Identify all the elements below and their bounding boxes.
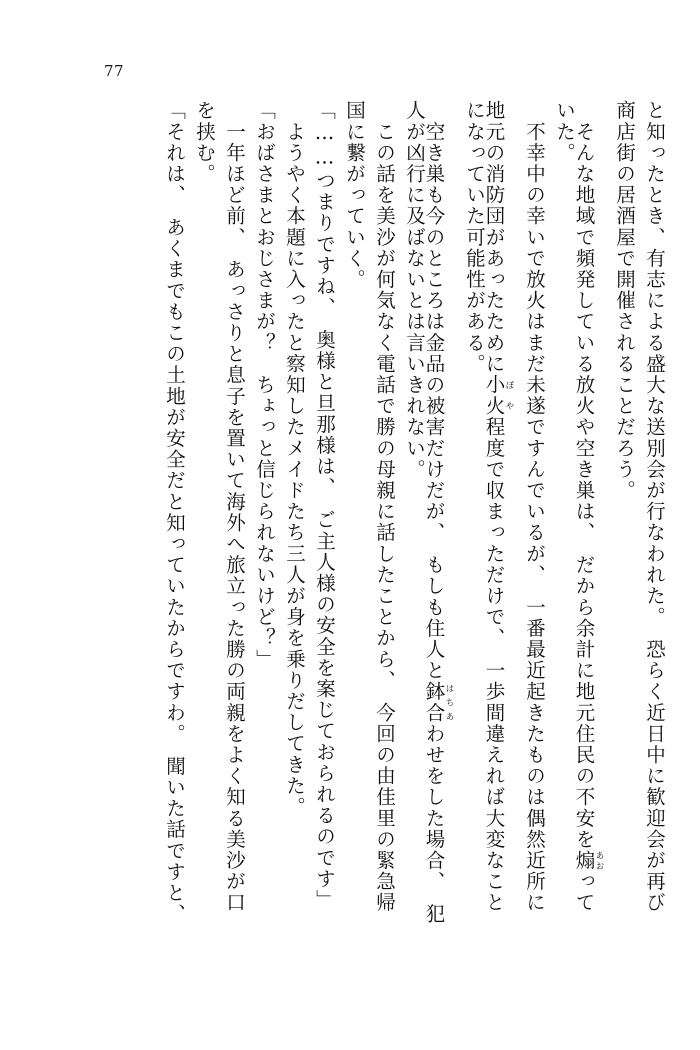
vertical-text-body — [48, 100, 664, 995]
text-line: 地元の消防団があったために小火ぼや程度で収まっただけで、 一歩間違えれば大変なこと — [482, 100, 514, 914]
text-line: 人が凶行に及ばないとは言いきれない。 — [403, 100, 426, 480]
text-line: と知ったとき、有志による盛大な送別会が行なわれた。 恐らく近日中に歓迎会が再び — [643, 100, 666, 914]
text-line: を挟む。 — [193, 100, 216, 185]
text-line: いた。 — [553, 100, 576, 164]
page-number: 77 — [104, 62, 125, 80]
text-line: 「それは、 あくまでもこの土地が安全だと知っていたからですわ。 聞いた話ですと、 — [163, 100, 186, 925]
text-line: そんな地域で頻発している放火や空き巣は、 だから余計に地元住民の不安を煽あおって — [572, 100, 604, 914]
text-line: 空き巣も今のところは金品の被害だけだが、 もしも住人と鉢合はちあわせをした場合、 犯 — [422, 100, 454, 925]
text-line: ようやく本題に入ったと察知したメイドたち三人が身を乗りだしてきた。 — [283, 100, 306, 818]
text-line: 「おばさまとおじさまが？ ちょっと信じられないけど？」 — [253, 100, 276, 670]
text-line: 国に繋がっていく。 — [343, 100, 366, 290]
text-line: この話を美沙が何気なく電話で勝の母親に話したことから、 今回の由佳里の緊急帰 — [373, 100, 396, 914]
text-line: 「……つまりですね、 奥様と旦那様は、 ご主人様の安全を案じておられるのです」 — [313, 100, 336, 911]
text-line: 不幸中の幸いで放火はまだ未遂ですんでいるが、 一番最近起きたものは偶然近所に — [523, 100, 546, 914]
text-line: になっていた可能性がある。 — [463, 100, 486, 375]
text-line: 商店街の居酒屋で開催されることだろう。 — [613, 100, 636, 501]
text-line: 一年ほど前、 あっさりと息子を置いて海外へ旅立った勝の両親をよく知る美沙が口 — [223, 100, 246, 914]
